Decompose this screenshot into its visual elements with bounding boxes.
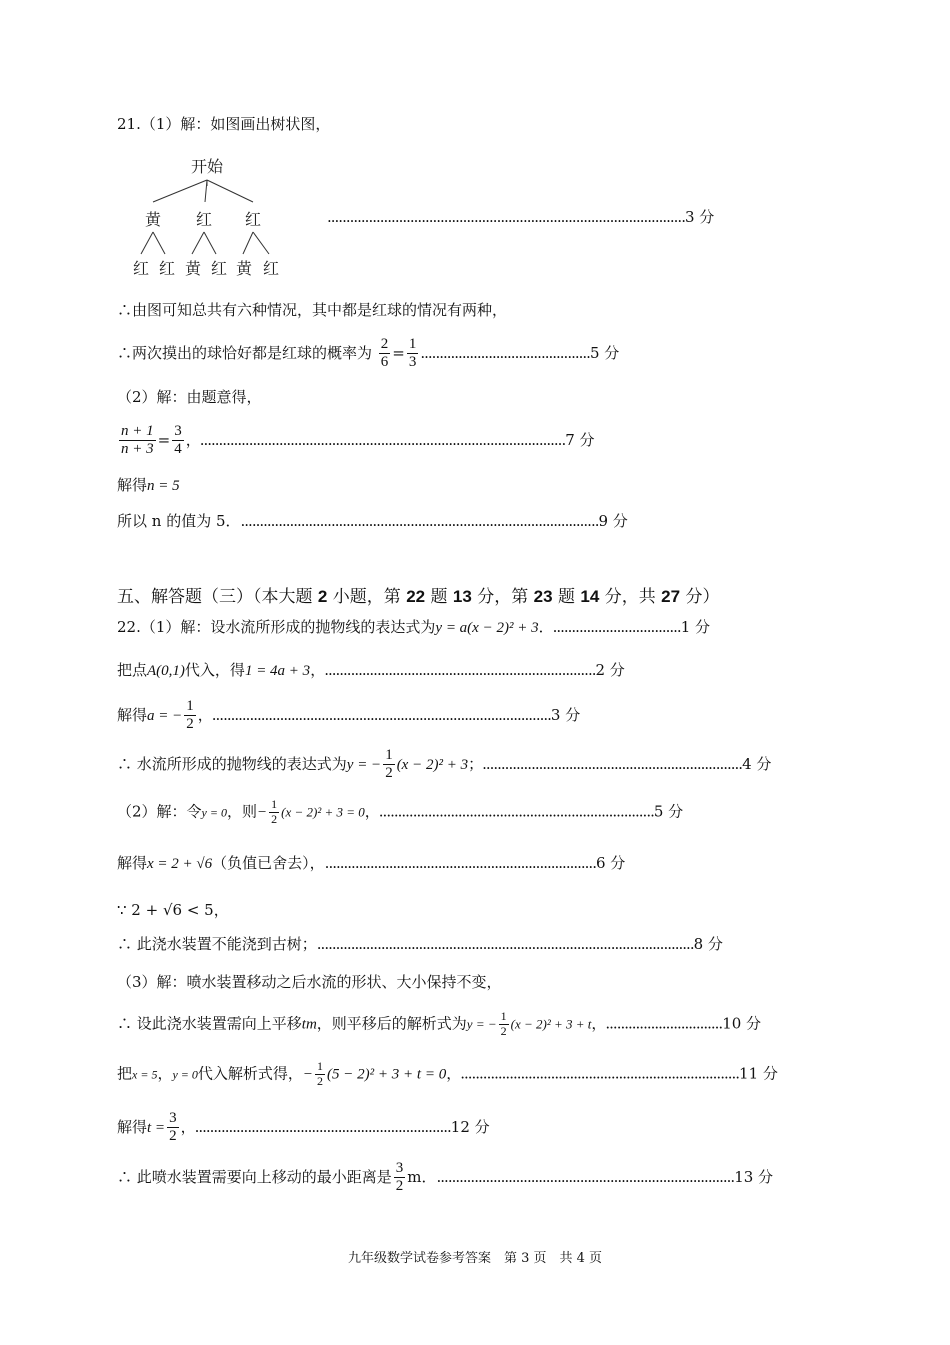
score: 11 分: [739, 1064, 778, 1083]
q22-line-c: 解得a = − $\frac{1}{2}$ ，..........................................................................................3 分: [117, 698, 581, 733]
q21-line5: $\frac{n + 1}{n + 3}$ = $\frac{3}{4}$ ，.................................................................................................7 分: [121, 423, 595, 458]
q22-line-a: 22.（1）解：设水流所形成的抛物线的表达式为y = a(x − 2)² + 3．..................................1 分: [117, 618, 711, 636]
tree-l2-node: 红: [210, 259, 228, 278]
q22-line-h: ∴ 此浇水装置不能浇到古树；....................................................................................................8 分: [117, 935, 723, 953]
tree-l2-node: 红: [132, 259, 150, 278]
q22-part3-heading: （3）解：喷水装置移动之后水流的形状、大小保持不变，: [117, 973, 502, 991]
score: 4 分: [742, 754, 772, 773]
tree-l2-node: 黄: [184, 259, 202, 278]
q22-line-j: ∴ 设此浇水装置需向上平移tm，则平移后的解析式为y = − $\frac{1}{2}$ (x − 2)² + 3 + t，...............................10 分: [117, 1009, 762, 1038]
q22-line-m: ∴ 此喷水装置需要向上移动的最小距离是 $\frac{3}{2}$ m．...............................................................................13 分: [117, 1160, 774, 1195]
q21-part1-heading: 21.（1）解：如图画出树状图，: [117, 115, 331, 133]
tree-root: 开始: [190, 157, 224, 176]
score: 2 分: [595, 661, 625, 679]
score: 10 分: [722, 1014, 762, 1033]
tree-l2-node: 黄: [235, 259, 253, 278]
q22-line-e: （2）解：令y = 0，则− $\frac{1}{2}$ (x − 2)² + 3 = 0，.........................................................................5 分: [117, 797, 684, 826]
score: 7 分: [565, 430, 595, 449]
q22-line-g: ∵ 2 + √6 < 5，: [117, 901, 229, 919]
q22-line-f: 解得x = 2 + √6（负值已舍去），........................................................................6 分: [117, 854, 626, 872]
q21-line6: 解得n = 5: [117, 476, 180, 494]
section-heading: 五、解答题（三）（本大题 2 小题，第 22 题 13 分，第 23 题 14 分，共 27 分）: [117, 587, 720, 607]
score: 3 分: [684, 208, 715, 226]
tree-diagram: [125, 150, 295, 280]
page-footer: 九年级数学试卷参考答案 第 3 页 共 4 页: [347, 1251, 603, 1266]
q22-line-l: 解得t = $\frac{3}{2}$ ，....................................................................12 分: [117, 1110, 490, 1145]
score: 5 分: [589, 343, 620, 362]
q21-part2-heading: （2）解：由题意得，: [117, 388, 262, 406]
q21-line3: ∴两次摸出的球恰好都是红球的概率为 $\frac{2}{6}$ = $\frac{1}{3}$ .............................................5 分: [117, 336, 620, 371]
score: 13 分: [734, 1167, 774, 1186]
q22-line-b: 把点A(0,1)代入，得1 = 4a + 3，........................................................................2 分: [117, 661, 625, 679]
score: 5 分: [653, 802, 684, 821]
q21-line7: 所以 n 的值为 5．...............................................................................................9 分: [117, 512, 628, 530]
q22-line-d: ∴ 水流所形成的抛物线的表达式为y = − $\frac{1}{2}$ (x − 2)² + 3；.....................................................................4 分: [117, 747, 772, 782]
score: 12 分: [450, 1117, 490, 1136]
score: 8 分: [693, 935, 723, 953]
score: 9 分: [598, 512, 628, 530]
score: 3 分: [550, 705, 581, 724]
tree-l1-node: 红: [244, 210, 262, 229]
tree-l1-node: 红: [195, 210, 213, 229]
q22-line-k: 把x = 5，y = 0代入解析式得，− $\frac{1}{2}$ (5 − 2)² + 3 + t = 0，..........................................................................11 分: [117, 1059, 778, 1088]
score: 6 分: [595, 854, 626, 872]
tree-l1-node: 黄: [144, 210, 162, 229]
tree-l2-node: 红: [262, 259, 280, 278]
tree-l2-node: 红: [158, 259, 176, 278]
q21-line2: ∴由图可知总共有六种情况，其中都是红球的情况有两种，: [117, 301, 508, 319]
score: 1 分: [680, 618, 711, 636]
tree-score-line: ...............................................................................................3 分: [327, 208, 715, 226]
